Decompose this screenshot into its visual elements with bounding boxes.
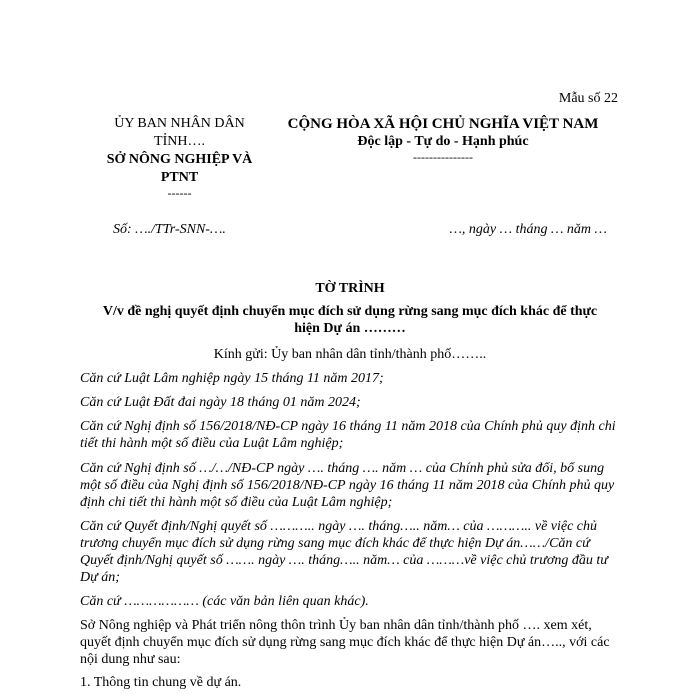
- agency-line-4: PTNT: [160, 170, 199, 185]
- form-number: Mẫu số 22: [558, 91, 618, 106]
- issuing-agency-header: [92, 115, 267, 199]
- basis-5: Căn cứ Quyết định/Nghị quyết số ……….. ngày …. tháng….. năm… của ……….. về việc chủ trương chuyển mục đích sử dụng rừng sang mục đích khác để thực hiện Dự án……/Căn cứ Quyết định/Nghị quyết số ……. ngày …. tháng….. năm… của ………về việc chủ trương đầu tư Dự án;: [80, 519, 608, 585]
- basis-1: Căn cứ Luật Lâm nghiệp ngày 15 tháng 11 năm 2017;: [80, 371, 384, 386]
- national-motto: Độc lập - Tự do - Hạnh phúc: [357, 134, 529, 149]
- agency-line-2: TỈNH….: [154, 134, 205, 149]
- basis-4: Căn cứ Nghị định số …/…/NĐ-CP ngày …. tháng …. năm … của Chính phủ sửa đổi, bổ sung một số điều của Nghị định số 156/2018/NĐ-CP ngày 16 tháng 11 năm 2018 của Chính phủ quy định chi tiết thi hành một số điều của Luật Lâm nghiệp;: [80, 461, 615, 510]
- document-title: TỜ TRÌNH: [315, 281, 385, 296]
- basis-3: Căn cứ Nghị định số 156/2018/NĐ-CP ngày 16 tháng 11 năm 2018 của Chính phủ quy định chi tiết thi hành một số điều của Luật Lâm nghiệp;: [80, 419, 616, 451]
- reference-number: Số: …./TTr-SNN-….: [113, 222, 226, 237]
- motto-separator: ---------------: [413, 150, 473, 164]
- agency-separator: ------: [167, 186, 192, 200]
- basis-2: Căn cứ Luật Đất đai ngày 18 tháng 01 năm 2024;: [80, 395, 361, 410]
- date-line: …, ngày … tháng … năm …: [449, 222, 607, 237]
- basis-6: Căn cứ ……………… (các văn bản liên quan khác).: [80, 594, 369, 609]
- republic-name: CỘNG HÒA XÃ HỘI CHỦ NGHĨA VIỆT NAM: [287, 116, 599, 132]
- subject-line-2: hiện Dự án ………: [294, 321, 406, 336]
- national-header: [283, 115, 603, 163]
- proposal-paragraph: Sở Nông nghiệp và Phát triển nông thôn trình Ủy ban nhân dân tỉnh/thành phố …. xem xét, quyết định chuyển mục đích sử dụng rừng sang mục đích khác để thực hiện Dự án….., với các nội dung như sau:: [80, 618, 610, 667]
- agency-line-3: SỞ NÔNG NGHIỆP VÀ: [106, 152, 253, 167]
- subject-line-1: V/v đề nghị quyết định chuyển mục đích sử dụng rừng sang mục đích khác để thực: [102, 304, 598, 319]
- agency-line-1: ỦY BAN NHÂN DÂN: [114, 116, 245, 131]
- addressee: Kính gửi: Ủy ban nhân dân tỉnh/thành phố……..: [213, 347, 487, 362]
- section-1-heading: 1. Thông tin chung về dự án.: [80, 675, 242, 690]
